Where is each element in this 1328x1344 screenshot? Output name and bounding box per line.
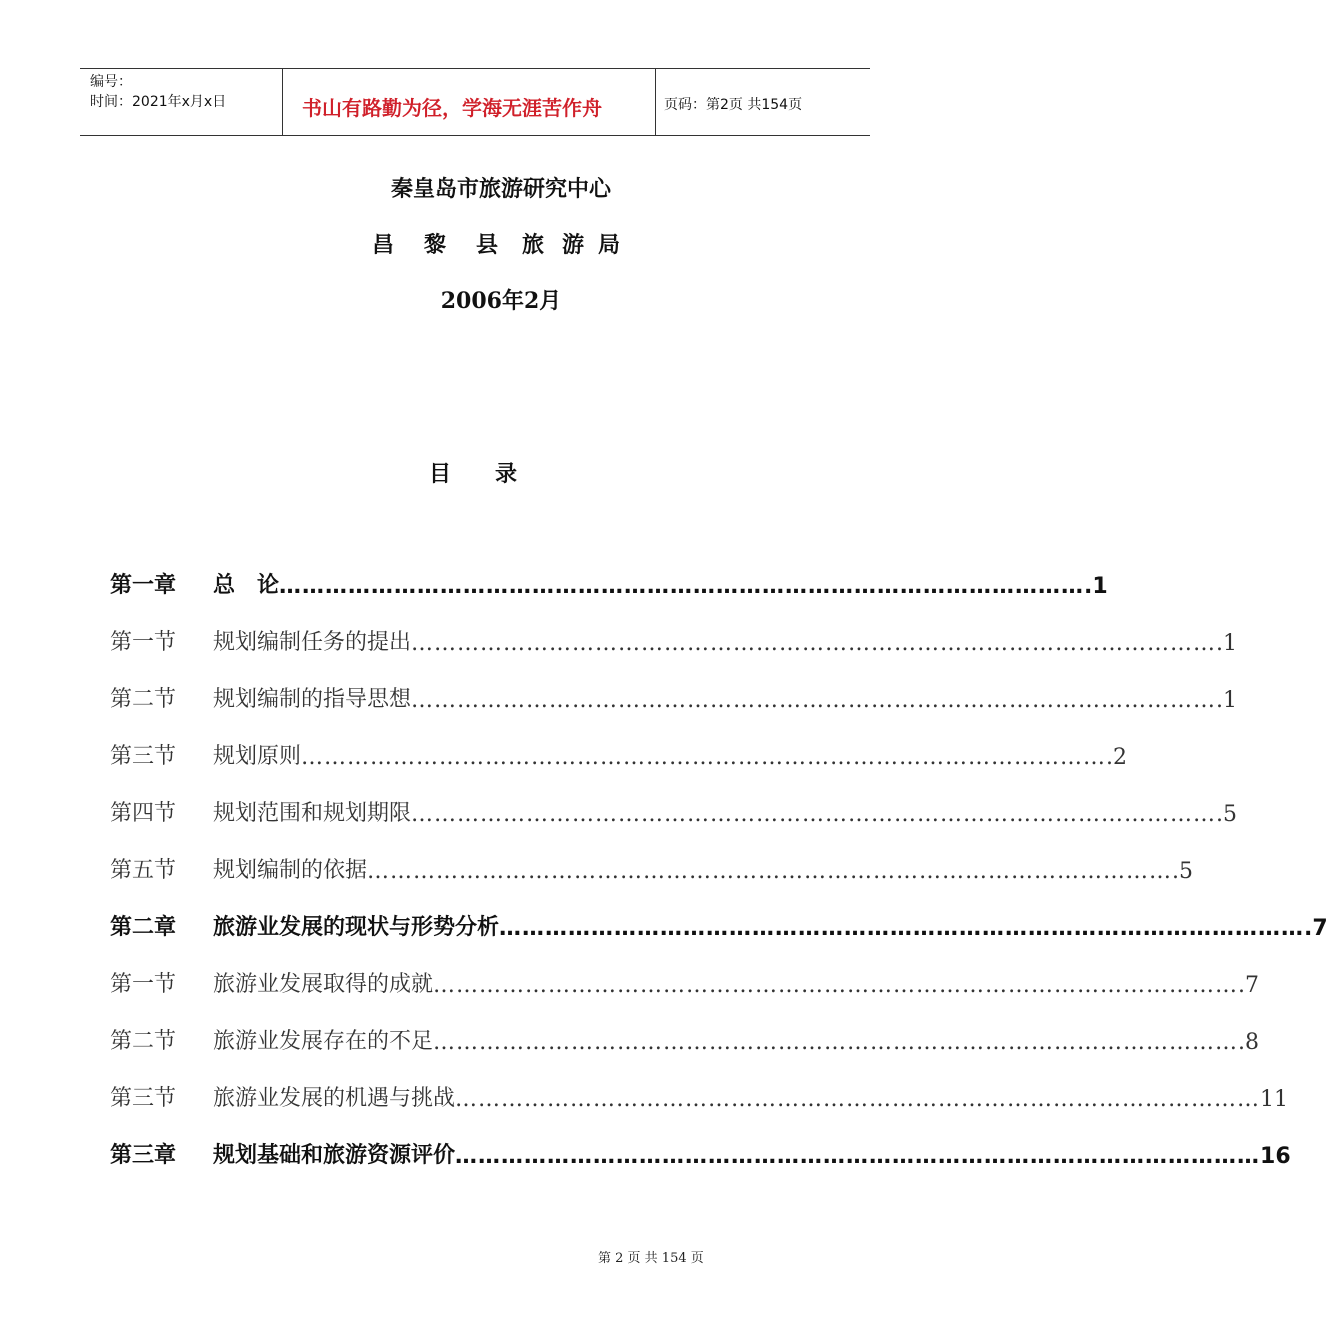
toc-entry[interactable] — [110, 626, 1238, 656]
toc-entry-page: .5 — [1172, 859, 1194, 884]
toc-entry-number: 第五节 — [110, 858, 177, 883]
toc-entry[interactable] — [110, 797, 1238, 827]
toc-entry-number: 第三章 — [110, 1143, 177, 1168]
toc-entry-number: 第二节 — [110, 687, 177, 712]
header-divider-right — [655, 68, 656, 135]
org2-char: 游 — [562, 233, 585, 258]
toc-heading: 目 录 — [428, 462, 517, 487]
toc-entry-title: 旅游业发展的机遇与挑战 — [213, 1086, 456, 1111]
header-divider-left — [282, 68, 283, 135]
motto-text: 书山有路勤为径，学海无涯苦作舟 — [302, 96, 602, 120]
toc-leader-dots: …………………………………………………………………………………………… — [433, 973, 1239, 998]
toc-entry[interactable] — [110, 854, 1194, 884]
toc-entry-number: 第一章 — [110, 573, 177, 598]
toc-leader-dots: …………………………………………………………………………………………… — [411, 688, 1217, 713]
toc-entry-page: .7 — [1304, 916, 1328, 941]
toc-entry-number: 第三节 — [110, 1086, 177, 1111]
toc-entry-title: 规划范围和规划期限 — [213, 801, 412, 826]
toc-entry-number: 第四节 — [110, 801, 177, 826]
toc-entry-title: 总 论 — [213, 573, 280, 598]
toc-entry-page: .1 — [1084, 574, 1108, 599]
toc-entry-page: .1 — [1216, 688, 1238, 713]
toc-leader-dots: …………………………………………………………………………………………… — [499, 916, 1305, 941]
toc-entry-page: .5 — [1216, 802, 1238, 827]
toc-entry-title: 旅游业发展的现状与形势分析 — [213, 915, 500, 940]
header-top-border — [80, 68, 870, 69]
toc-entry-title: 旅游业发展存在的不足 — [213, 1029, 434, 1054]
toc-entry-title: 规划编制任务的提出 — [213, 630, 412, 655]
toc-entry-number: 第三节 — [110, 744, 177, 769]
toc-entry-title: 旅游业发展取得的成就 — [213, 972, 434, 997]
toc-leader-dots: …………………………………………………………………………………………… — [367, 859, 1173, 884]
toc-entry-number: 第二章 — [110, 915, 177, 940]
cover-date: 2006年2月 — [440, 288, 562, 314]
org2-char: 局 — [598, 233, 621, 258]
org-title-1: 秦皇岛市旅游研究中心 — [390, 177, 611, 202]
toc-leader-dots: …………………………………………………………………………………………… — [301, 745, 1107, 770]
toc-entry[interactable] — [110, 1139, 1291, 1169]
toc-entry-number: 第二节 — [110, 1029, 177, 1054]
org2-char: 黎 — [424, 233, 447, 258]
toc-entry[interactable] — [110, 1025, 1260, 1055]
toc-leader-dots: …………………………………………………………………………………………… — [455, 1144, 1261, 1169]
toc-leader-dots: …………………………………………………………………………………………… — [433, 1030, 1239, 1055]
toc-entry[interactable] — [110, 569, 1108, 599]
page-footer: 第 2 页 共 154 页 — [598, 1251, 704, 1266]
page-info: 页码：第2页 共154页 — [664, 97, 803, 113]
org2-char: 昌 — [372, 233, 395, 258]
toc-entry-title: 规划编制的依据 — [213, 858, 368, 883]
toc-leader-dots: …………………………………………………………………………………………… — [411, 802, 1217, 827]
org-title-2 — [372, 228, 632, 259]
time-label: 时间：2021年x月x日 — [90, 94, 227, 110]
toc-entry[interactable] — [110, 1082, 1289, 1112]
toc-entry[interactable] — [110, 740, 1128, 770]
toc-entry-title: 规划编制的指导思想 — [213, 687, 412, 712]
toc-entry-page: .8 — [1238, 1030, 1260, 1055]
toc-entry-page: .2 — [1106, 745, 1128, 770]
toc-leader-dots: …………………………………………………………………………………………… — [455, 1087, 1261, 1112]
toc-leader-dots: …………………………………………………………………………………………… — [411, 631, 1217, 656]
toc-entry-number: 第一节 — [110, 630, 177, 655]
toc-entry-page: .1 — [1216, 631, 1238, 656]
toc-entry-page: 16 — [1260, 1144, 1291, 1169]
toc-entry-number: 第一节 — [110, 972, 177, 997]
toc-entry[interactable] — [110, 683, 1238, 713]
toc-entry[interactable] — [110, 911, 1328, 941]
org2-char: 县 — [476, 233, 499, 258]
header-bottom-border — [80, 135, 870, 136]
toc-entry-title: 规划基础和旅游资源评价 — [213, 1143, 456, 1168]
toc-entry[interactable] — [110, 968, 1260, 998]
code-label: 编号： — [90, 74, 132, 90]
toc-entry-page: 11 — [1260, 1087, 1289, 1112]
org2-char: 旅 — [522, 233, 545, 258]
toc-entry-page: .7 — [1238, 973, 1260, 998]
toc-leader-dots: …………………………………………………………………………………………… — [279, 574, 1085, 599]
toc-entry-title: 规划原则 — [213, 744, 302, 769]
